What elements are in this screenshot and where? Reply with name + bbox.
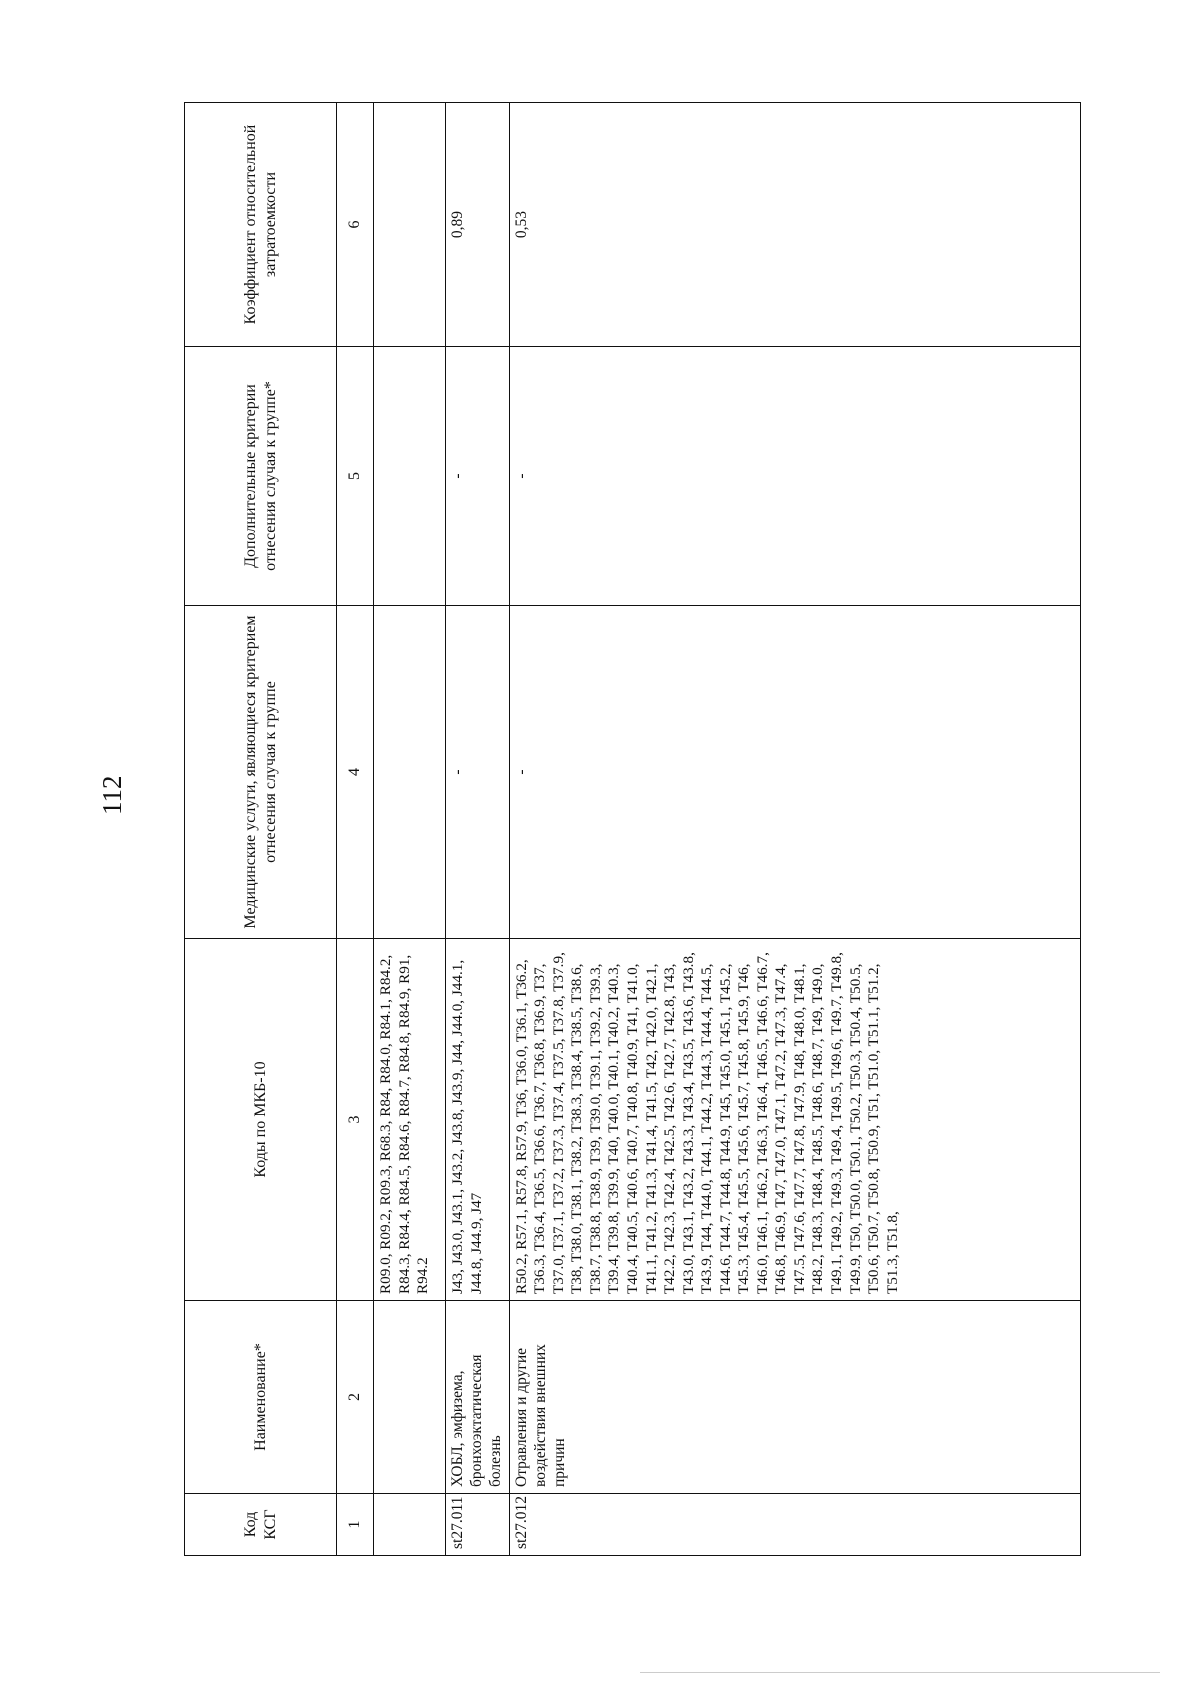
table-row xyxy=(509,103,1080,1556)
ksg-code-cell: st27.011 xyxy=(446,1494,510,1556)
header-name: Наименование* xyxy=(185,1301,337,1494)
name-cell xyxy=(374,1301,446,1494)
header-ksg-code: Код КСГ xyxy=(185,1494,337,1556)
ksg-table xyxy=(184,102,1081,1556)
coefficient-cell: 0,53 xyxy=(509,103,1080,347)
table-row xyxy=(446,103,510,1556)
criteria-cell xyxy=(374,347,446,606)
column-number: 6 xyxy=(337,103,374,347)
ksg-code-cell xyxy=(374,1494,446,1556)
header-additional-criteria: Дополнительные критерии отнесения случая к группе* xyxy=(185,347,337,606)
criteria-cell: - xyxy=(446,347,510,606)
column-number-row xyxy=(337,103,374,1556)
rotated-table-container xyxy=(184,103,1081,1556)
services-cell: - xyxy=(446,606,510,939)
column-number: 4 xyxy=(337,606,374,939)
column-number: 5 xyxy=(337,347,374,606)
name-cell: Отравления и другие воздействия внешних причин xyxy=(509,1301,1080,1494)
header-row xyxy=(185,103,337,1556)
column-number: 3 xyxy=(337,939,374,1301)
services-cell: - xyxy=(509,606,1080,939)
header-coefficient: Коэффициент относительной затратоемкости xyxy=(185,103,337,347)
icd-codes-cell: J43, J43.0, J43.1, J43.2, J43.8, J43.9, J44, J44.0, J44.1, J44.8, J44.9, J47 xyxy=(446,939,510,1301)
ksg-code-cell: st27.012 xyxy=(509,1494,1080,1556)
scan-edge-line xyxy=(640,1672,1160,1673)
column-number: 2 xyxy=(337,1301,374,1494)
coefficient-cell xyxy=(374,103,446,347)
criteria-cell: - xyxy=(509,347,1080,606)
header-medical-services: Медицинские услуги, являющиеся критерием отнесения случая к группе xyxy=(185,606,337,939)
icd-codes-cell: R09.0, R09.2, R09.3, R68.3, R84, R84.0, R84.1, R84.2, R84.3, R84.4, R84.5, R84.6, R84.7, R84.8, R84.9, R91, R94.2 xyxy=(374,939,446,1301)
page-number: 112 xyxy=(97,775,127,815)
icd-codes-cell: R50.2, R57.1, R57.8, R57.9, T36, T36.0, T36.1, T36.2, T36.3, T36.4, T36.5, T36.6, T36.7, T36.8, T36.9, T37, T37.0, T37.1, T37.2, T37.3, T37.4, T37.5, T37.8, T37.9, T38, T38.0, T38.1, T38.2, T38.3, T38.4, T38.5, T38.6, T38.7, T38.8, T38.9, T39, T39.0, T39.1, T39.2, T39.3, T39.4, T39.8, T39.9, T40, T40.0, T40.1, T40.2, T40.3, T40.4, T40.5, T40.6, T40.7, T40.8, T40.9, T41, T41.0, T41.1, T41.2, T41.3, T41.4, T41.5, T42, T42.0, T42.1, T42.2, T42.3, T42.4, T42.5, T42.6, T42.7, T42.8, T43, T43.0, T43.1, T43.2, T43.3, T43.4, T43.5, T43.6, T43.8, T43.9, T44, T44.0, T44.1, T44.2, T44.3, T44.4, T44.5, T44.6, T44.7, T44.8, T44.9, T45, T45.0, T45.1, T45.2, T45.3, T45.4, T45.5, T45.6, T45.7, T45.8, T45.9, T46, T46.0, T46.1, T46.2, T46.3, T46.4, T46.5, T46.6, T46.7, T46.8, T46.9, T47, T47.0, T47.1, T47.2, T47.3, T47.4, T47.5, T47.6, T47.7, T47.8, T47.9, T48, T48.0, T48.1, T48.2, T48.3, T48.4, T48.5, T48.6, T48.7, T49, T49.0, T49.1, T49.2, T49.3, T49.4, T49.5, T49.6, T49.7, T49.8, T49.9, T50, T50.0, T50.1, T50.2, T50.3, T50.4, T50.5, T50.6, T50.7, T50.8, T50.9, T51, T51.0, T51.1, T51.2, T51.3, T51.8, xyxy=(509,939,1080,1301)
column-number: 1 xyxy=(337,1494,374,1556)
table-row xyxy=(374,103,446,1556)
services-cell xyxy=(374,606,446,939)
coefficient-cell: 0,89 xyxy=(446,103,510,347)
header-icd-codes: Коды по МКБ-10 xyxy=(185,939,337,1301)
name-cell: ХОБЛ, эмфизема, бронхоэктатическая болезнь xyxy=(446,1301,510,1494)
